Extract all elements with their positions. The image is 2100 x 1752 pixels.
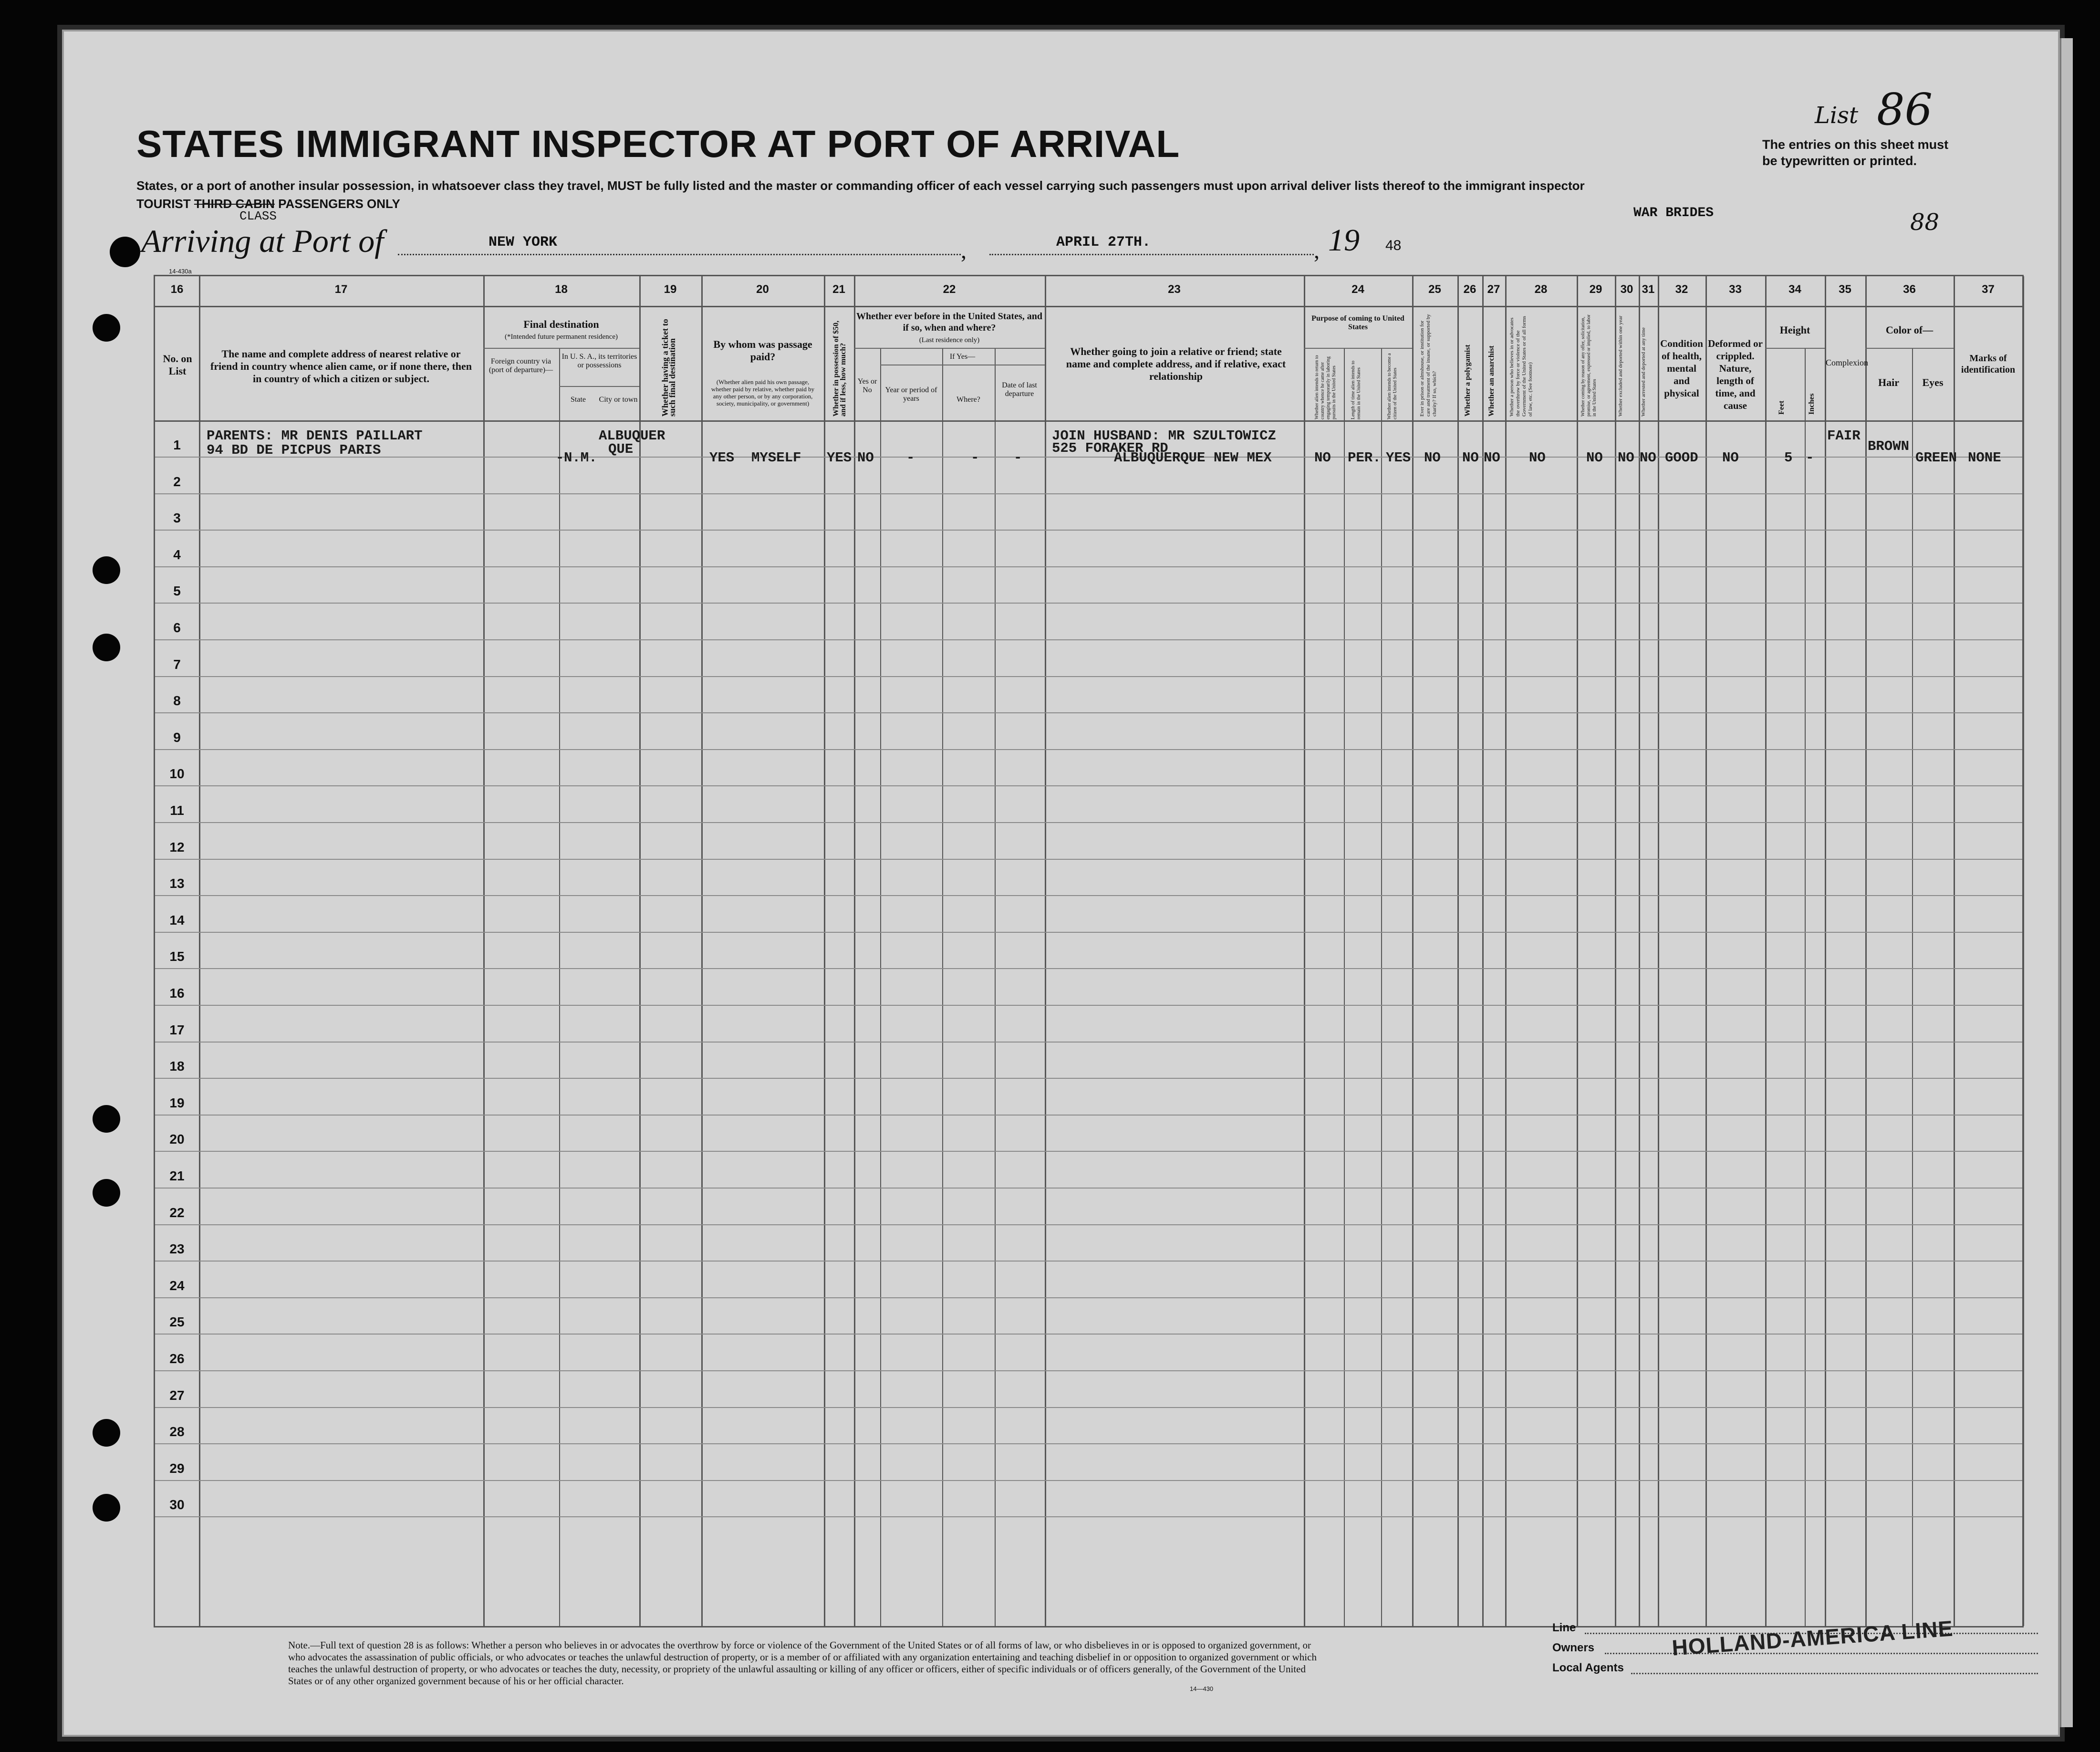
punch-hole [93,634,120,661]
row-number: 19 [169,1095,185,1110]
date-line [989,254,1314,255]
entry-length-of-stay: PER. [1348,450,1381,466]
row-number: 18 [169,1059,185,1074]
header-purpose-c: Whether alien intends to become a citizen of the United States [1387,353,1398,419]
colnum-19: 19 [664,283,677,296]
entry-date-departure: - [1014,450,1022,466]
row-number: 26 [169,1351,185,1366]
header-foreign-country: Foreign country via (port of departure)— [489,357,553,374]
entry-ticket: YES [709,450,735,466]
class-struck: THIRD CABIN [194,197,275,211]
list-label: List [1815,102,1859,129]
header-deported: Whether arrested and deported at any time [1641,327,1646,417]
row-number: 28 [169,1424,185,1439]
colnum-23: 23 [1168,283,1181,296]
header-health: Condition of health, mental and physical [1660,338,1703,399]
row-divider [155,785,2022,786]
row-divider [155,932,2022,933]
row-divider [155,1516,2022,1517]
entry-anarchist: NO [1484,450,1500,466]
row-number: 23 [169,1241,185,1257]
colnum-35: 35 [1839,283,1851,296]
header-complexion: Complexion [1826,358,1868,367]
header-passage-paid-sub: (Whether alien paid his own passage, whether paid by relative, whether paid by any other person, or by any corporation, society, municipality, or government) [711,378,815,407]
header-marks: Marks of identification [1961,353,2016,375]
row-number: 14 [169,912,185,928]
punch-hole [93,1494,120,1522]
colnum-33: 33 [1729,283,1742,296]
colnum-27: 27 [1487,283,1500,296]
row-divider [155,1443,2022,1444]
entry-prison: NO [1424,450,1441,466]
entry-foreign-country: - [556,450,564,466]
page-number: 88 [1910,209,1940,236]
header-passage-paid: By whom was passage paid? [713,338,812,363]
port-value: NEW YORK [489,234,558,250]
row-number: 21 [169,1168,185,1183]
typewrite-notice-1: The entries on this sheet must [1762,137,1949,152]
header-no-on-list: No. on List [163,353,192,377]
row-number: 17 [169,1022,185,1037]
row-number: 29 [169,1460,185,1476]
row-number: 24 [169,1278,185,1293]
entry-excluded: NO [1618,450,1634,466]
row-number: 20 [169,1132,185,1147]
colnum-28: 28 [1534,283,1548,296]
colnum-16: 16 [170,283,184,296]
entry-relative-line1: PARENTS: MR DENIS PAILLART [207,428,423,444]
punch-hole [93,314,120,342]
entry-before-in-us: NO [857,450,874,466]
header-inches: Inches [1808,393,1816,415]
row-number: 22 [169,1205,185,1220]
manifest-grid [154,275,2024,1627]
header-prison: Ever in prison or almshouse, or institution for care and treatment of the insane, or supported by charity? If so, which? [1419,314,1437,417]
header-date-departure: Date of last departure [1002,381,1037,398]
entry-where: - [971,450,979,466]
entry-return-intent: NO [1314,450,1331,466]
row-divider [155,749,2022,750]
row-number: 4 [173,547,181,562]
row-divider [155,530,2022,531]
header-possession-50: Whether in possession of $50, and if less, how much? [832,320,847,417]
colnum-24: 24 [1351,283,1364,296]
header-anarchist: Whether an anarchist [1487,345,1496,417]
row-number: 7 [173,657,181,672]
row-number: 30 [169,1497,185,1512]
row-divider [155,712,2022,713]
header-purpose: Purpose of coming to United States [1311,314,1404,331]
company-stamp: HOLLAND-AMERICA LINE [1671,1616,1954,1660]
page-edge [2060,38,2073,1727]
port-line [398,254,961,255]
entry-overthrow: NO [1529,450,1546,466]
punch-hole [93,1419,120,1447]
entry-deformed: NO [1722,450,1739,466]
entry-inches: - [1806,450,1814,466]
header-height: Height [1779,324,1810,336]
class-suffix: PASSENGERS ONLY [278,197,400,211]
row-divider [155,1297,2022,1298]
row-divider [155,1042,2022,1043]
punch-hole [93,1179,120,1207]
colnum-21: 21 [832,283,845,296]
entry-join-line3: ALBUQUERQUE NEW MEX [1114,450,1272,466]
entry-hair: BROWN [1868,438,1910,454]
year-suffix: 48 [1385,238,1402,253]
entry-eyes: GREEN [1915,450,1957,466]
header-excluded: Whether excluded and deported within one year [1618,315,1623,417]
punch-hole [93,1105,120,1133]
row-number: 5 [173,584,181,599]
row-divider [155,968,2022,969]
header-state: State [571,396,586,404]
header-hair: Hair [1878,376,1899,388]
group-label: WAR BRIDES [1633,206,1714,220]
header-purpose-b: Length of time alien intends to remain in the United States [1351,360,1362,419]
entry-city-line1: ALBUQUER [599,428,665,444]
form-number: 14-430a [169,268,192,275]
row-divider [155,822,2022,823]
colnum-25: 25 [1428,283,1441,296]
entry-become-citizen: YES [1386,450,1411,466]
punch-hole [93,556,120,584]
bullet-dot [110,237,140,267]
header-ever-before: Whether ever before in the United States, and if so, when and where? [856,311,1042,333]
colnum-17: 17 [334,283,348,296]
row-divider [155,639,2022,640]
year-prefix: 19 [1328,223,1360,258]
header-last-residence: (Last residence only) [919,336,980,344]
owners-label: Owners [1552,1641,1595,1654]
header-relative-address: The name and complete address of nearest relative or friend in country whence alien came, or if none there, then in country of which a citizen or subject. [210,348,472,385]
agents-label: Local Agents [1552,1661,1624,1674]
row-divider [155,1151,2022,1152]
row-divider [155,493,2022,494]
header-deformed: Deformed or crippled. Nature, length of time, and cause [1708,338,1763,411]
header-where: Where? [956,396,980,404]
entry-join-line1: JOIN HUSBAND: MR SZULTOWICZ [1052,428,1276,444]
colnum-22: 22 [943,283,956,296]
entry-polygamist: NO [1462,450,1479,466]
row-number: 9 [173,730,181,745]
row-number: 2 [173,474,181,489]
entry-deported: NO [1640,450,1656,466]
header-overthrow: Whether a person who believes in or advocates the overthrow by force or violence of the Government of the United States or of all forms of law, etc. (See footnote) [1509,316,1533,417]
row-number: 11 [170,803,184,818]
entry-relative-line2: 94 BD DE PICPUS PARIS [207,442,381,458]
footnote: Note.—Full text of question 28 is as follows: Whether a person who believes in or advocates the overthrow by force or violence of the Government of the United States or of all forms of law, or who disbelieves in or is opposed to organized government, or who advocates the assassination of public officials, or who advocates or teaches the unlawful destruction of property, or is a member of or affiliated with any organization entertaining and teaching disbelief in or opposition to organized government or which teaches the unlawful destruction of property, or who advocates or teaches the duty, necessity, or propriety of the unlawful assaulting or killing of any officer or officers, either of specific individuals or of officers generally, of the Government of the United States or of any other organized government because of his or her official character. [288,1639,1317,1687]
row-number: 16 [169,986,185,1001]
row-divider [155,1480,2022,1481]
entry-years: - [906,450,915,466]
header-color: Color of— [1885,324,1934,336]
row-divider [155,1224,2022,1225]
header-yes-no: Yes or No [857,377,877,394]
header-ticket: Whether having a ticket to such final destination [660,319,677,417]
header-city: City or town [599,396,638,404]
class-word: CLASS [239,209,277,223]
colnum-26: 26 [1463,283,1476,296]
row-divider [155,1188,2022,1189]
typewrite-notice-2: be typewritten or printed. [1762,154,1917,168]
header-years: Year or period of years [885,386,937,403]
row-divider [155,1334,2022,1335]
row-divider [155,676,2022,677]
row-divider [155,895,2022,896]
entry-state: N.M. [564,450,597,466]
row-divider [155,566,2022,567]
class-prefix: TOURIST [136,197,191,211]
row-divider [155,1370,2022,1371]
row-number: 1 [173,438,181,452]
header-in-usa: In U. S. A., its territories or possessions [561,353,637,369]
header-labor-offer: Whether coming by reason of any offer, solicitation, promise, or agreement, expressed or implied, to labor in the United States [1580,314,1597,417]
line-label: Line [1552,1621,1576,1634]
header-join-relative: Whether going to join a relative or friend; state name and complete address, and if relative, exact relationship [1066,345,1286,382]
header-eyes: Eyes [1922,376,1944,388]
instruction-text: States, or a port of another insular possession, in whatsoever class they travel, MUST be fully listed and the master or commanding officer of each vessel carrying such passengers must upon arrival deliver lists thereof to the immigrant inspector [136,178,1585,193]
row-number: 12 [169,839,185,855]
row-divider [155,1005,2022,1006]
row-number: 3 [173,511,181,526]
entry-has-50: YES [827,450,852,466]
row-number: 27 [169,1387,185,1403]
entry-marks: NONE [1968,450,2001,466]
header-if-yes: If Yes— [949,353,976,361]
entry-city-line2: QUE [608,441,634,457]
entry-join-line2: 525 FORAKER RD [1052,440,1168,456]
row-divider [155,457,2022,458]
row-number: 8 [173,693,181,709]
header-final-destination: Final destination [523,318,599,330]
manifest-page: List 86 STATES IMMIGRANT INSPECTOR AT PORT OF ARRIVAL The entries on this sheet must be typewritten or printed. States, or a port of another insular possession, in whatsoever class they travel, MUST be fully listed and the master or commanding officer of each vessel carrying such passengers must upon arrival deliver lists thereof to the immigrant inspector TOURIST THIRD CABIN PASSENGERS ONLY CLASS WAR BRIDES 88 Arriving at Port of NEW YORK , APRIL 27TH. , 19 48 14-430a 16 17 18 19 20 21 22 23 24 25 26 27 28 29 30 31 32 33 34 35 36 37 No. on List The name and complete address of nearest relative or friend in country whence alien came, or if none there, then in country of which a citizen or subject. Final destination (*Intended future permanent residence) Foreign country via (port of departure)— In U. S. A., its territories or possessions State City or town Whether having a ticket to such final destination By whom was passage paid? (Whether alien paid his own passage, whether paid by relative, whether paid by any other person, or by any corporation, society, municipality, or government) Whether in possession of $50, and if less, how much? Whether ever before in the United States, and if so, when and where? (Last residence only) If Yes— Yes or No Year or period of years Where? Date of last departure Whether going to join a relative or friend; state name and complete address, and if relative, exact relationship Purpose of coming to United States Whether alien intends to return to country whence he came after engaging temporarily in laboring pursuits in the United States Length of time alien intends to remain in the United States Whether alien intends to become a citizen of the United States Ever in prison or almshouse, or institution for care and treatment of the insane, or supported by charity? If so, which? Whether a polygamist Whether an anarchist Whether a person who believes in or advocates the overthrow by force or violence of the Government of the United States or of all forms of law, etc. (See footnote) Whether coming by reason of any offer, solicitation, promise, or agreement, expressed or implied, to labor in the United States Whether excluded and deported within one year Whether arrested and deported at any time Condition of health, mental and physical Deformed or crippled. Nature, length of time, and cause Height Feet Inches Complexion Color of— Hair Eyes Marks of identification 1 2 3 4 5 6 7 8 9 10 11 12 13 14 15 16 17 18 19 20 21 22 23 24 25 26 27 28 29 30 PARENTS: MR DENIS PAILLART 94 BD DE PICPUS PARIS - N.M. ALBUQUER QUE YES MYSELF YES NO - - - JOIN HUSBAND: MR SZULTOWICZ 525 FORAKER RD ALBUQUERQUE NEW MEX NO PER. YES NO NO NO NO NO NO NO GOOD NO 5 - FAIR BROWN GREEN NONE Note.—Full text of question 28 is as follows: Whether a person who believes in or advocates the overthrow by force or violence of the Government of the United States or of all forms of law, or who disbelieves in or is opposed to organized government, or who advocates the assassination of public officials, or who advocates or teaches the unlawful destruction of property, or is a member of or affiliated with any organization entertaining and teaching disbelief in or opposition to organized government or which teaches the unlawful destruction of property, or who advocates or teaches the duty, necessity, or propriety of the unlawful assaulting or killing of any officer or officers, either of specific individuals or of officers generally, of the Government of the United States or of any other organized government because of his or her official character. 14—430 Line Owners Local Agents HOLLAND-AMERICA LINE [62,30,2060,1737]
entry-health: GOOD [1665,450,1698,466]
entry-feet: 5 [1784,450,1793,466]
list-number: 86 [1877,84,1933,135]
owners-field [1605,1653,2038,1654]
form-title: STATES IMMIGRANT INSPECTOR AT PORT OF ARRIVAL [136,123,1180,165]
row-divider [155,1407,2022,1408]
row-number: 25 [169,1314,185,1330]
header-purpose-a: Whether alien intends to return to country whence he came after engaging temporarily in laboring pursuits in the United States [1314,355,1337,419]
entry-passage-paid: MYSELF [751,450,801,466]
row-number: 10 [169,766,185,782]
agents-field [1631,1673,2038,1674]
colnum-37: 37 [1982,283,1995,296]
date-value: APRIL 27TH. [1056,234,1151,250]
row-number: 6 [173,620,181,635]
colnum-34: 34 [1788,283,1801,296]
entry-complexion: FAIR [1827,428,1861,444]
header-polygamist: Whether a polygamist [1464,344,1472,417]
colnum-18: 18 [555,283,568,296]
row-divider [155,1078,2022,1079]
colnum-31: 31 [1642,283,1655,296]
row-divider [155,603,2022,604]
form-code: 14—430 [1190,1685,1214,1692]
colnum-36: 36 [1903,283,1916,296]
colnum-30: 30 [1620,283,1633,296]
row-divider [155,1115,2022,1116]
colnum-32: 32 [1675,283,1688,296]
colnum-20: 20 [756,283,769,296]
row-divider [155,859,2022,860]
colnum-29: 29 [1589,283,1602,296]
header-final-destination-sub: (*Intended future permanent residence) [505,333,618,341]
header-feet: Feet [1778,400,1786,415]
row-divider [155,1261,2022,1262]
row-number: 15 [169,949,185,964]
arriving-label: Arriving at Port of [141,223,384,259]
row-number: 13 [169,876,185,891]
entry-labor-offer: NO [1586,450,1603,466]
